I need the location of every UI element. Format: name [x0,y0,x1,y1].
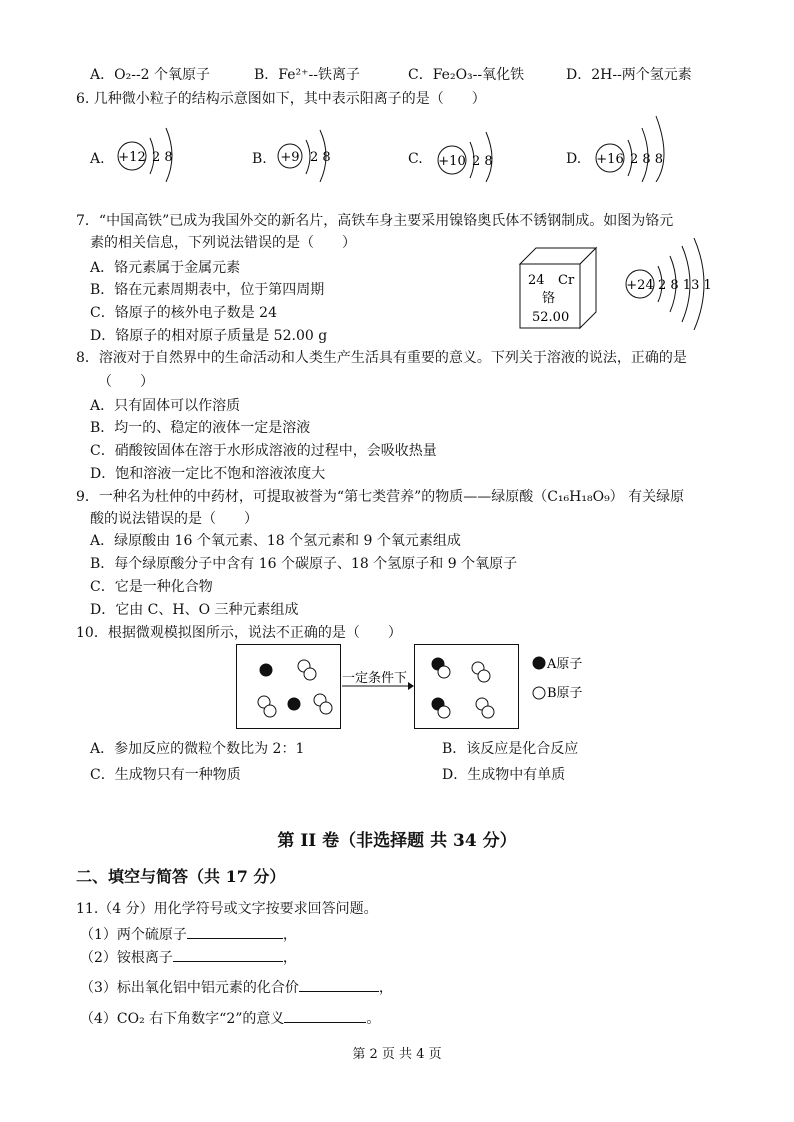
q10-option-b: B．该反应是化合反应 [442,741,579,757]
q11-blank-2[interactable] [173,947,283,962]
legend-a-label: A原子 [547,657,583,672]
section2-title: 二、填空与简答（共 17 分） [76,867,286,886]
q7-stem-line2: 素的相关信息，下列说法错误的是（ ） [90,235,356,251]
q6-atom-a-shells: 2 8 [152,150,173,165]
element-symbol: Cr [558,273,575,288]
q11-blank-4[interactable] [284,1008,366,1023]
element-name: 铬 [542,291,556,306]
q8-option-d: D．饱和溶液一定比不饱和溶液浓度大 [90,466,326,482]
q11-item-1: （1）两个硫原子 ， [80,924,297,944]
q5-option-a: A．O₂--2 个氧原子 [90,67,211,83]
q5-option-d: D．2H--两个氢元素 [566,67,692,83]
cr-nucleus: +24 [626,278,654,293]
q10-stem: 10．根据微观模拟图所示，说法不正确的是（ ） [76,625,402,641]
q10-option-c: C．生成物只有一种物质 [90,767,241,783]
q9-stem-line1: 9．一种名为杜仲的中药材，可提取被誉为“第七类营养”的物质——绿原酸（C₁₆H₁₈O₉） 有关绿原 [76,489,685,505]
q11-blank-3[interactable] [299,977,379,992]
q11-stem: 11.（4 分）用化学符号或文字按要求回答问题。 [76,901,378,917]
q7-element-cube [518,246,608,332]
part2-title: 第 II 卷（非选择题 共 34 分） [277,831,517,851]
q6-stem: 6. 几种微小粒子的结构示意图如下，其中表示阳离子的是（ ） [76,91,486,107]
q8-option-b: B．均一的、稳定的液体一定是溶液 [90,420,311,436]
q6-atom-d-shells: 2 8 8 [630,152,664,167]
q6-atom-b [274,118,364,182]
q8-stem-line2: （ ） [98,374,154,390]
q11-item-2: （2）铵根离子 ， [80,947,297,967]
q9-option-c: C．它是一种化合物 [90,579,213,595]
q10-option-a: A．参加反应的微粒个数比为 2：1 [90,741,305,757]
q7-stem-line1: 7．“中国高铁”已成为我国外交的新名片，高铁车身主要采用镍铬奥氏体不锈钢制成。如图为铬元 [76,213,674,229]
q5-option-c: C．Fe₂O₃--氧化铁 [408,67,525,83]
q10-option-d: D．生成物中有单质 [442,767,566,783]
q9-option-a: A．绿原酸由 16 个氧元素、18 个氢元素和 9 个氧元素组成 [90,533,461,549]
q6-atom-c-shells: 2 8 [472,154,493,169]
element-number: 24 [528,273,545,288]
legend-b-label: B原子 [547,686,583,701]
q11-item-3: （3）标出氧化铝中铝元素的化合价 ， [80,977,393,997]
q6-option-d-letter: D. [566,151,582,167]
q11-item-4: （4）CO₂ 右下角数字“2”的意义 。 [80,1008,380,1028]
q7-atom-cr [624,238,734,330]
element-mass: 52.00 [532,310,570,325]
q7-option-c: C．铬原子的核外电子数是 24 [90,305,277,321]
q6-atom-c-nucleus: +10 [438,154,466,169]
q11-blank-1[interactable] [187,924,283,939]
q6-atom-b-nucleus: +9 [280,150,300,165]
q5-option-b: B．Fe²⁺--铁离子 [254,67,360,83]
q8-option-c: C．硝酸铵固体在溶于水形成溶液的过程中，会吸收热量 [90,443,437,459]
q7-option-a: A．铬元素属于金属元素 [90,260,241,276]
q6-atom-d-nucleus: +16 [596,152,624,167]
q6-option-c-letter: C. [408,151,423,167]
q7-option-d: D．铬原子的相对原子质量是 52.00 g [90,328,328,344]
q9-stem-line2: 酸的说法错误的是（ ） [90,511,258,527]
q6-atom-a [112,118,202,182]
q6-atom-b-shells: 2 8 [310,150,331,165]
q6-atom-d [590,108,700,182]
q8-stem-line1: 8．溶液对于自然界中的生命活动和人类生产生活具有重要的意义。下列关于溶液的说法，正确的是 [76,350,687,366]
q10-reaction-diagram [236,644,616,732]
q6-option-b-letter: B. [252,151,267,167]
q7-option-b: B．铬在元素周期表中，位于第四周期 [90,282,325,298]
cr-shells: 2 8 13 1 [658,278,712,293]
q6-atom-c [432,118,522,182]
q6-option-a-letter: A. [90,151,105,167]
page-footer: 第 2 页 共 4 页 [352,1047,442,1062]
arrow-label: 一定条件下 [342,671,408,686]
q8-option-a: A．只有固体可以作溶质 [90,398,241,414]
q9-option-b: B．每个绿原酸分子中含有 16 个碳原子、18 个氢原子和 9 个氧原子 [90,556,518,572]
q6-atom-a-nucleus: +12 [118,150,146,165]
q9-option-d: D．它由 C、H、O 三种元素组成 [90,602,299,618]
